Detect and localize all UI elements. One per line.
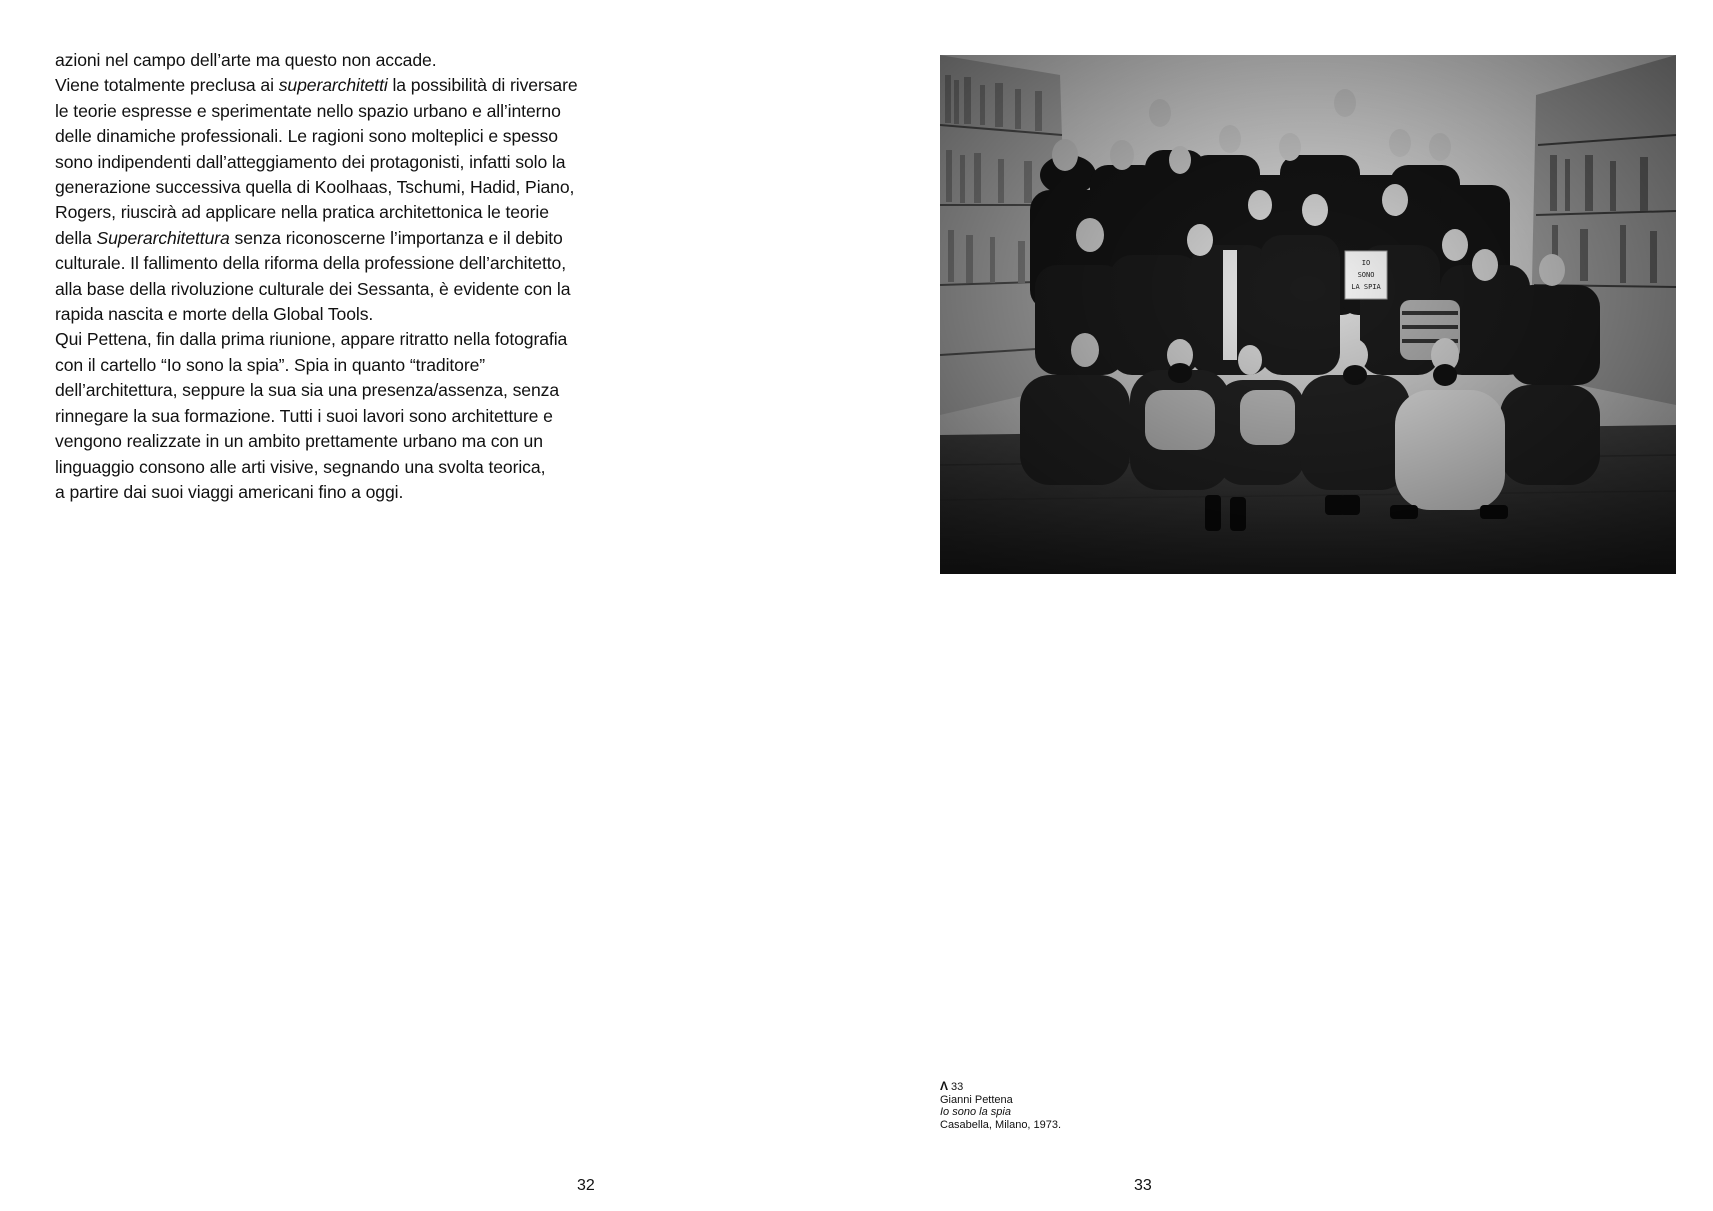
text-run: della bbox=[55, 227, 97, 248]
italic-term: Superarchitettura bbox=[96, 227, 230, 248]
page-number-right: 33 bbox=[1134, 1177, 1152, 1194]
left-page bbox=[0, 0, 856, 1211]
photo-image bbox=[940, 55, 1676, 574]
text-run: a partire dai suoi viaggi americani fino a oggi. bbox=[55, 481, 404, 502]
text-run: la possibilità di riversare bbox=[387, 75, 578, 96]
text-line bbox=[55, 200, 615, 225]
text-line bbox=[55, 226, 615, 251]
text-line bbox=[55, 99, 615, 124]
text-run: Rogers, riuscirà ad applicare nella pratica architettonica le teorie bbox=[55, 202, 549, 223]
page-number-left: 32 bbox=[577, 1177, 595, 1194]
text-line bbox=[55, 150, 615, 175]
text-line bbox=[55, 73, 615, 98]
text-run: le teorie espresse e sperimentate nello spazio urbano e all’interno bbox=[55, 100, 561, 121]
figure-caption bbox=[940, 1080, 1061, 1131]
text-line bbox=[55, 378, 615, 403]
text-run: generazione successiva quella di Koolhaas, Tschumi, Hadid, Piano, bbox=[55, 177, 575, 198]
text-run: sono indipendenti dall’atteggiamento dei protagonisti, infatti solo la bbox=[55, 151, 566, 172]
text-line bbox=[55, 251, 615, 276]
text-line bbox=[55, 124, 615, 149]
text-line bbox=[55, 404, 615, 429]
caption-artist: Gianni Pettena bbox=[940, 1093, 1013, 1106]
caption-figure-line bbox=[940, 1080, 1061, 1094]
caption-arrow-icon: Λ bbox=[940, 1079, 949, 1093]
text-run: rinnegare la sua formazione. Tutti i suoi lavori sono architetture e bbox=[55, 405, 553, 426]
text-run: vengono realizzate in un ambito prettamente urbano ma con un bbox=[55, 431, 543, 452]
text-run: Qui Pettena, fin dalla prima riunione, appare ritratto nella fotografia bbox=[55, 329, 568, 350]
caption-figure-number: 33 bbox=[951, 1081, 964, 1093]
text-run: Viene totalmente preclusa ai bbox=[55, 75, 279, 96]
group-photograph bbox=[940, 55, 1676, 574]
text-run: alla base della rivoluzione culturale dei Sessanta, è evidente con la bbox=[55, 278, 571, 299]
text-line bbox=[55, 429, 615, 454]
text-line bbox=[55, 327, 615, 352]
text-run: senza riconoscerne l’importanza e il debito bbox=[229, 227, 563, 248]
text-run: culturale. Il fallimento della riforma della professione dell’architetto, bbox=[55, 253, 566, 274]
text-line bbox=[55, 277, 615, 302]
text-run: con il cartello “Io sono la spia”. Spia in quanto “traditore” bbox=[55, 354, 486, 375]
text-run: linguaggio consono alle arti visive, segnando una svolta teorica, bbox=[55, 456, 546, 477]
text-line bbox=[55, 353, 615, 378]
text-line bbox=[55, 302, 615, 327]
body-paragraph bbox=[55, 48, 615, 505]
text-line bbox=[55, 48, 615, 73]
text-line bbox=[55, 480, 615, 505]
text-run: delle dinamiche professionali. Le ragioni sono molteplici e spesso bbox=[55, 126, 558, 147]
right-page bbox=[856, 0, 1713, 1211]
italic-term: superarchitetti bbox=[278, 75, 388, 96]
caption-source: Casabella, Milano, 1973. bbox=[940, 1118, 1062, 1131]
text-run: rapida nascita e morte della Global Tools. bbox=[55, 304, 374, 325]
text-line bbox=[55, 455, 615, 480]
text-run: dell’architettura, seppure la sua sia una presenza/assenza, senza bbox=[55, 380, 560, 401]
caption-title: Io sono la spia bbox=[940, 1106, 1011, 1119]
text-run: azioni nel campo dell’arte ma questo non accade. bbox=[55, 50, 437, 70]
text-line bbox=[55, 175, 615, 200]
